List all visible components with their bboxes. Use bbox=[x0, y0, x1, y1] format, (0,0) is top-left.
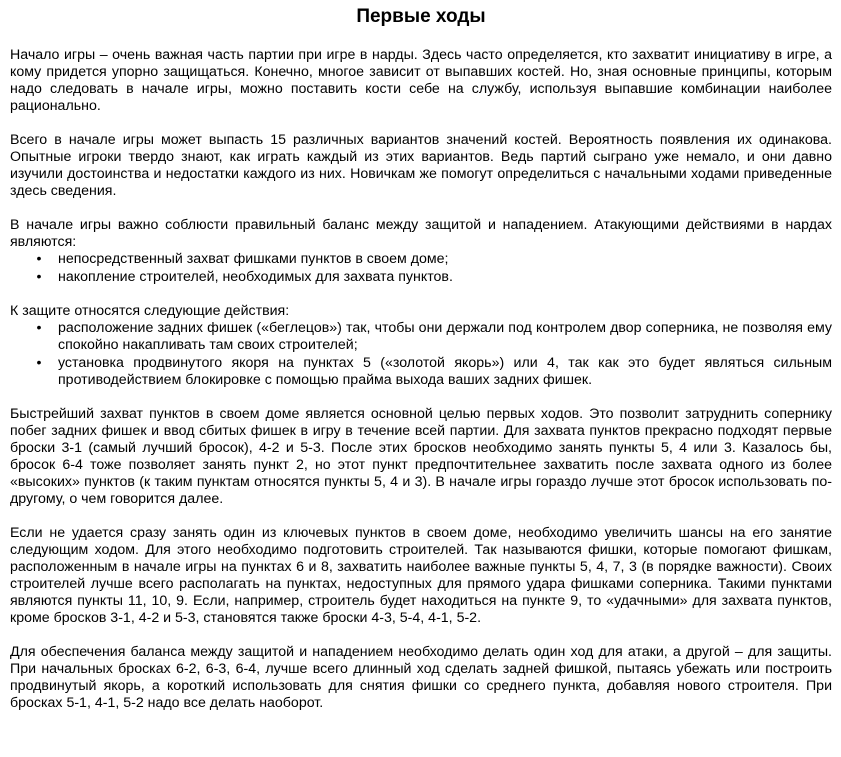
page-title: Первые ходы bbox=[356, 6, 486, 27]
defense-heading-paragraph: К защите относятся следующие действия: bbox=[10, 303, 290, 319]
list-item-text: расположение задних фишек («беглецов») так, чтобы они держали под контролем двор соперника, не позволяя ему спокойно накапливать там своих строителей; bbox=[58, 320, 832, 353]
list-item-text: установка продвинутого якоря на пунктах 5 («золотой якорь») или 4, так как это будет являться сильным противодействием блокировке с помощью прайма выхода ваших задних фишек. bbox=[58, 355, 832, 388]
bullet-icon: • bbox=[36, 251, 42, 267]
list-item bbox=[10, 355, 832, 389]
variants-paragraph: Всего в начале игры может выпасть 15 различных вариантов значений костей. Вероятность появления их одинакова. Опытные игроки твердо знают, как играть каждый из этих вариантов. Ведь партий сыграно уже немало, и они давно изучили достоинства и недостатки каждого из них. Новичкам же помогут определиться с начальными ходами приведенные здесь сведения. bbox=[10, 132, 832, 199]
capture-paragraph: Быстрейший захват пунктов в своем доме является основной целью первых ходов. Это позволит затруднить сопернику побег задних фишек и ввод сбитых фишек в игру в течение всей партии. Для захвата пунктов прекрасно подходят первые броски 3-1 (самый лучший бросок), 4-2 и 5-3. После этих бросков необходимо занять пункты 5, 4 или 3. Казалось бы, бросок 6-4 тоже позволяет занять пункт 2, но этот пункт предпочтительнее захватить после захвата одного из более «высоких» пунктов (к таким пунктам относятся пункты 5, 4 и 3). В начале игры гораздо лучше этот бросок использовать по-другому, о чем говорится далее. bbox=[10, 406, 832, 507]
intro-paragraph: Начало игры – очень важная часть партии при игре в нарды. Здесь часто определяется, кто захватит инициативу в игре, а кому придется упорно защищаться. Конечно, многое зависит от выпавших костей. Но, зная основные принципы, которым надо следовать в начале игры, можно поставить кости себе на службу, используя выпавшие комбинации наиболее рационально. bbox=[10, 47, 832, 114]
list-item bbox=[10, 320, 832, 354]
bullet-icon: • bbox=[36, 355, 42, 371]
bullet-icon: • bbox=[36, 320, 42, 336]
list-item-text: накопление строителей, необходимых для захвата пунктов. bbox=[58, 269, 453, 285]
list-item-text: непосредственный захват фишками пунктов в своем доме; bbox=[58, 251, 449, 267]
balance-moves-paragraph: Для обеспечения баланса между защитой и нападением необходимо делать один ход для атаки, а другой – для защиты. При начальных бросках 6-2, 6-3, 6-4, лучше всего длинный ход сделать задней фишкой, пытаясь убежать или построить продвинутый якорь, а короткий использовать для снятия фишки со среднего пункта, добавляя нового строителя. При бросках 5-1, 4-1, 5-2 надо все делать наоборот. bbox=[10, 644, 832, 711]
defense-list bbox=[10, 320, 832, 389]
balance-paragraph: В начале игры важно соблюсти правильный баланс между защитой и нападением. Атакующими действиями в нардах являются: bbox=[10, 217, 832, 250]
bullet-icon: • bbox=[36, 269, 42, 285]
list-item bbox=[10, 269, 832, 286]
attack-list bbox=[10, 251, 832, 286]
builders-paragraph: Если не удается сразу занять один из ключевых пунктов в своем доме, необходимо увеличить шансы на его занятие следующим ходом. Для этого необходимо подготовить строителей. Так называются фишки, которые помогают фишкам, расположенным в начале игры на пунктах 6 и 8, захватить наиболее важные пункты 5, 4, 7, 3 (в порядке важности). Своих строителей лучше всего располагать на пунктах, недоступных для прямого удара фишками соперника. Такими пунктами являются пункты 11, 10, 9. Если, например, строитель будет находиться на пункте 9, то «удачными» для захвата пунктов, кроме бросков 3-1, 4-2 и 5-3, становятся также броски 4-3, 5-4, 4-1, 5-2. bbox=[10, 525, 832, 626]
list-item bbox=[10, 251, 832, 268]
